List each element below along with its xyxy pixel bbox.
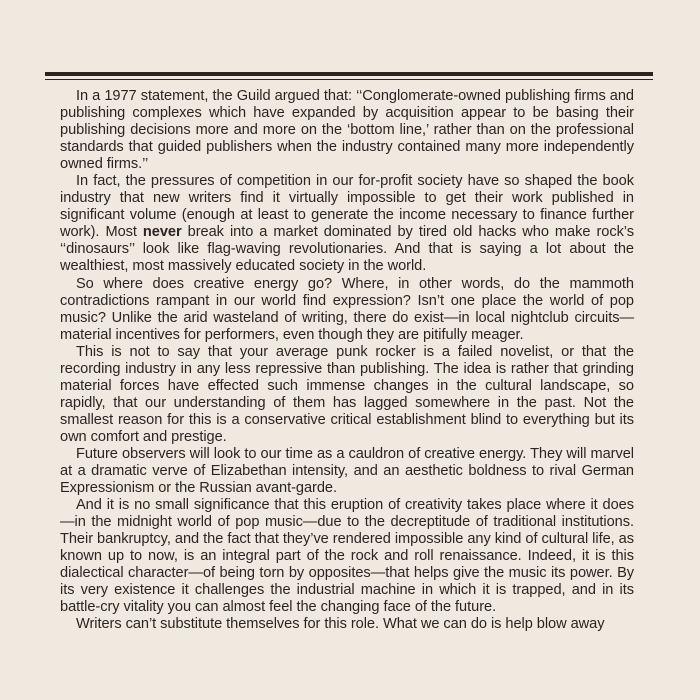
paragraph (60, 276, 634, 344)
paragraph (60, 446, 634, 497)
paragraph (60, 88, 634, 173)
emphasis-word: never (142, 224, 182, 241)
header-rule-thin (45, 79, 653, 80)
article-body (60, 88, 634, 634)
paragraph-text: Future observers will look to our time as a cauldron of creative energy. They will marvel at a dramatic verve of Elizabethan intensity, and an aesthetic boldness to rival German Expressionism or the Russian avant-garde. (60, 445, 634, 497)
paragraph (60, 497, 634, 616)
paragraph-text: This is not to say that your average punk rocker is a failed novelist, or that the recording industry in any less repressive than publishing. The idea is rather that grinding material forces have effected such immense changes in the cultural landscape, so rapidly, that our understanding of them has lagged somewhere in the past. Not the smallest reason for this is a conservative critical establishment blind to everything but its own comfort and prestige. (60, 343, 634, 445)
paragraph-text: And it is no small significance that this eruption of creativity takes place where it does—in the midnight world of pop music—due to the decreptitude of traditional institutions. Their bankruptcy, and the fact that they’ve rendered impossible any kind of cultural life, as known up to now, is an integral part of the rock and roll renaissance. Indeed, it is this dialectical character—of being torn by opposites—that helps give the music its power. By its very existence it challenges the industrial machine in which it is trapped, and in its battle-cry vitality you can almost feel the changing face of the future. (60, 497, 634, 616)
paragraph-text: Writers can’t substitute themselves for this role. What we can do is help blow away (76, 616, 605, 633)
paragraph (60, 344, 634, 446)
paragraph (60, 616, 634, 633)
paragraph-text: So where does creative energy go? Where, in other words, do the mammoth contradictions rampant in our world find expression? Isn’t one place the world of pop music? Unlike the arid wasteland of writing, there do exist—in local nightclub circuits—material incentives for performers, even though they are pitifully meager. (60, 275, 634, 343)
paragraph-text: break into a market dominated by tired old hacks who make rock’s ‘‘dinosaurs’’ look like flag-waving revolutionaries. And that is saying a lot about the wealthiest, most massively educated society in the world. (60, 224, 634, 275)
paragraph-text: In a 1977 statement, the Guild argued that: ‘‘Conglomerate-owned publishing firms and publishing complexes which have expanded by acquisition appear to be basing their publishing decisions more and more on the ‘bottom line,’ rather than on the professional standards that guided publishers when the industry contained many more independently owned firms.’’ (60, 88, 634, 173)
paragraph (60, 173, 634, 275)
header-rule-thick (45, 72, 653, 76)
paragraph-text: In fact, the pressures of competition in our for-profit society have so shaped the book industry that new writers find it virtually impossible to get their work published in significant volume (enough at least to generate the income necessary to finance further work). Most (60, 173, 634, 241)
